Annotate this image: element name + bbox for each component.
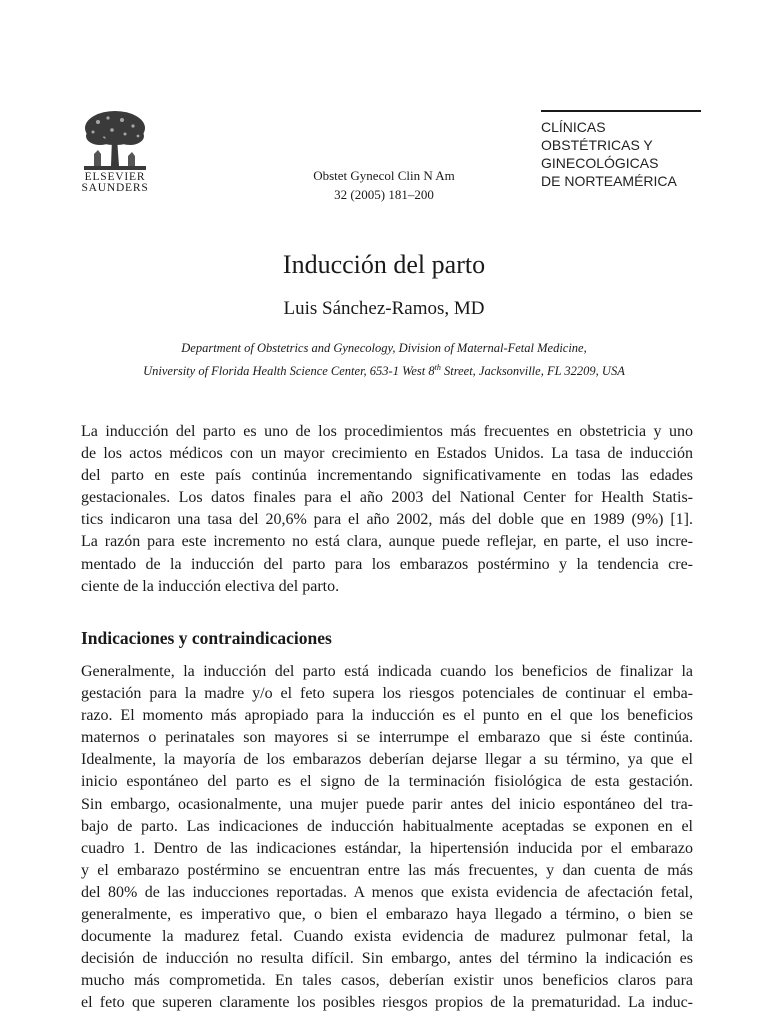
affiliation-line-2 bbox=[0, 358, 768, 381]
text-line: inicio espontáneo del parto es el signo de la terminación fisiológica de esta gestación. bbox=[81, 773, 693, 791]
text-line: bajo de parto. Las indicaciones de inducción habitualmente aceptadas se exponen en el bbox=[81, 817, 693, 835]
citation-volume-line: 32 (2005) 181–200 bbox=[334, 187, 434, 202]
text-line: de los actos médicos con un mayor crecimiento en Estados Unidos. La tasa de inducción bbox=[81, 445, 693, 463]
masthead-line: OBSTÉTRICAS Y bbox=[541, 137, 653, 153]
text-line: el feto que superen claramente los posibles riesgos propios de la prematuridad. La induc- bbox=[81, 994, 693, 1012]
text-line: La inducción del parto es uno de los procedimientos más frecuentes en obstetricia y uno bbox=[81, 423, 693, 440]
affiliation-city: Street, Jacksonville, FL 32209, USA bbox=[440, 364, 625, 379]
elsevier-tree-icon bbox=[78, 108, 152, 172]
text-line: Sin embargo, ocasionalmente, una mujer puede parir antes del inicio espontáneo del tra- bbox=[81, 795, 693, 813]
author-affiliation bbox=[0, 339, 768, 381]
ordinal-suffix: th bbox=[434, 363, 441, 372]
text-line: mucho más comprometida. En tales casos, deberían existir unos beneficios claros para bbox=[81, 972, 693, 990]
text-line: Idealmente, la mayoría de los embarazos deberían dejarse llegar a su término, ya que el bbox=[81, 751, 693, 769]
text-line: maternos o perinatales son mayores si se interrumpe el embarazo que si éste continúa. bbox=[81, 729, 693, 747]
section-heading: Indicaciones y contraindicaciones bbox=[81, 628, 332, 648]
text-line: gestación para la madre y/o el feto supera los riesgos potenciales de continuar el emba- bbox=[81, 685, 693, 703]
masthead-line: CLÍNICAS bbox=[541, 119, 606, 135]
text-line: cuadro 1. Dentro de las indicaciones estándar, la hipertensión inducida por el embarazo bbox=[81, 839, 693, 857]
masthead-line: GINECOLÓGICAS bbox=[541, 155, 659, 171]
text-line: Generalmente, la inducción del parto está indicada cuando los beneficios de finalizar la bbox=[81, 663, 693, 680]
journal-masthead bbox=[541, 110, 701, 190]
text-line: tics indicaron una tasa del 20,6% para el año 2002, más del doble que en 1989 (9%) [1]. bbox=[81, 511, 693, 529]
text-line: razo. El momento más apropiado para la inducción es el punto en el que los beneficios bbox=[81, 707, 693, 725]
masthead-line: DE NORTEAMÉRICA bbox=[541, 173, 677, 189]
text-line: ciente de la inducción electiva del parto. bbox=[81, 577, 340, 595]
text-line: La razón para este incremento no está clara, aunque puede reflejar, en parte, el uso incre- bbox=[81, 533, 693, 551]
text-line: gestacionales. Los datos finales para el año 2003 del National Center for Health Statis- bbox=[81, 489, 693, 507]
text-line: del 80% de las inducciones reportadas. A menos que exista evidencia de afectación fetal, bbox=[81, 883, 693, 901]
text-line: mentado de la inducción del parto para los embarazos postérmino y la tendencia cre- bbox=[81, 555, 693, 573]
text-line: generalmente, es imperativo que, o bien el embarazo haya llegado a término, o bien se bbox=[81, 906, 693, 924]
text-line: del parto en este país continúa incrementando significativamente en todas las edades bbox=[81, 467, 693, 485]
text-line: decisión de inducción no resulta difícil. Sin embargo, antes del término la indicación es bbox=[81, 950, 693, 968]
text-line: documente la madurez fetal. Cuando exista evidencia de madurez pulmonar fetal, la bbox=[81, 928, 693, 946]
intro-paragraph bbox=[81, 421, 693, 598]
article-title: Inducción del parto bbox=[282, 250, 486, 279]
affiliation-address: University of Florida Health Science Center, 653-1 West 8 bbox=[143, 364, 435, 379]
publisher-name-saunders: SAUNDERS bbox=[81, 182, 149, 194]
text-line: y el embarazo postérmino se encuentran entre las más frecuentes, y dan cuenta de más bbox=[81, 861, 693, 879]
affiliation-line-1: Department of Obstetrics and Gynecology, Division of Maternal-Fetal Medicine, bbox=[181, 341, 587, 355]
section-paragraph bbox=[81, 661, 693, 1015]
citation-journal-line: Obstet Gynecol Clin N Am bbox=[313, 168, 455, 183]
masthead-rule bbox=[541, 110, 701, 112]
publisher-name-elsevier: ELSEVIER bbox=[84, 171, 146, 183]
article-author: Luis Sánchez-Ramos, MD bbox=[283, 298, 485, 319]
